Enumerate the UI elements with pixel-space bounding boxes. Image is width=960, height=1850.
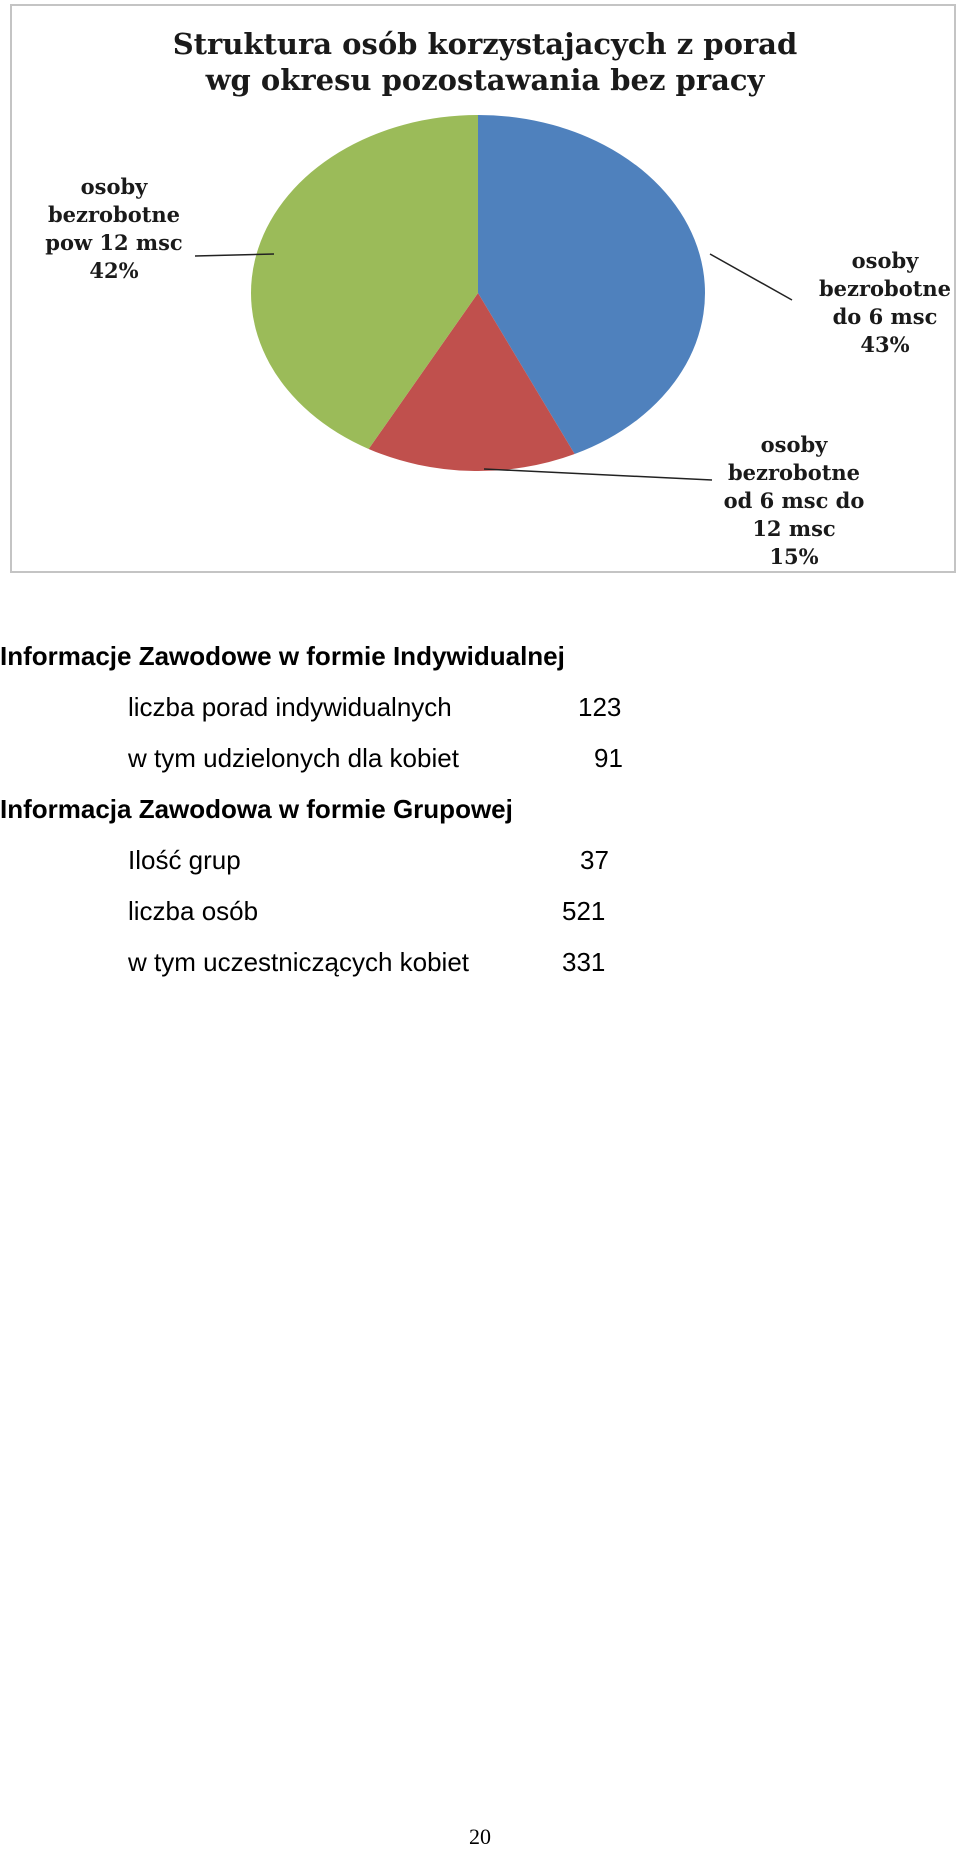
group-section-heading: Informacja Zawodowa w formie Grupowej bbox=[0, 794, 513, 824]
slice-label-line: 42% bbox=[89, 258, 139, 283]
pie-chart bbox=[12, 6, 958, 575]
chart-title-line-1: Struktura osób korzystajacych z porad bbox=[172, 27, 798, 61]
group-row-people-count bbox=[128, 896, 606, 927]
row-label: Ilość grup bbox=[128, 845, 241, 875]
slice-label-line: bezrobotne bbox=[818, 276, 952, 301]
slice-label-line: bezrobotne bbox=[727, 460, 861, 485]
individual-row-women-count bbox=[128, 743, 623, 774]
row-label: liczba osób bbox=[128, 896, 259, 926]
row-value: 521 bbox=[562, 896, 606, 926]
slice-label-line: 12 msc bbox=[752, 516, 836, 541]
slice-label-line: do 6 msc bbox=[832, 304, 938, 329]
slice-leader-line bbox=[710, 254, 792, 300]
slice-leader-line bbox=[484, 469, 712, 480]
page-number: 20 bbox=[469, 1824, 491, 1849]
slice-label-line: 15% bbox=[769, 544, 819, 569]
chart-title-line-2: wg okresu pozostawania bez pracy bbox=[205, 63, 765, 97]
row-value: 91 bbox=[594, 743, 623, 773]
group-row-group-count bbox=[128, 845, 609, 876]
pie-chart-frame bbox=[10, 4, 956, 573]
row-label: liczba porad indywidualnych bbox=[128, 692, 452, 722]
slice-label-line: bezrobotne bbox=[47, 202, 181, 227]
row-value: 331 bbox=[562, 947, 606, 977]
slice-label bbox=[819, 248, 951, 357]
slice-label bbox=[724, 432, 865, 569]
slice-label-line: pow 12 msc bbox=[45, 230, 183, 255]
row-value: 37 bbox=[580, 845, 609, 875]
row-label: w tym uczestniczących kobiet bbox=[128, 947, 470, 977]
slice-label-line: osoby bbox=[760, 432, 828, 457]
row-label: w tym udzielonych dla kobiet bbox=[128, 743, 459, 773]
slice-label-line: 43% bbox=[860, 332, 910, 357]
slice-label-line: osoby bbox=[80, 174, 148, 199]
slice-label-line: osoby bbox=[851, 248, 919, 273]
slice-label bbox=[45, 174, 182, 283]
individual-section-heading: Informacje Zawodowe w formie Indywidualnej bbox=[0, 641, 565, 671]
group-row-women-count bbox=[128, 947, 606, 978]
row-value: 123 bbox=[578, 692, 622, 722]
slice-label-line: od 6 msc do bbox=[723, 488, 865, 513]
individual-row-advice-count bbox=[128, 692, 622, 723]
